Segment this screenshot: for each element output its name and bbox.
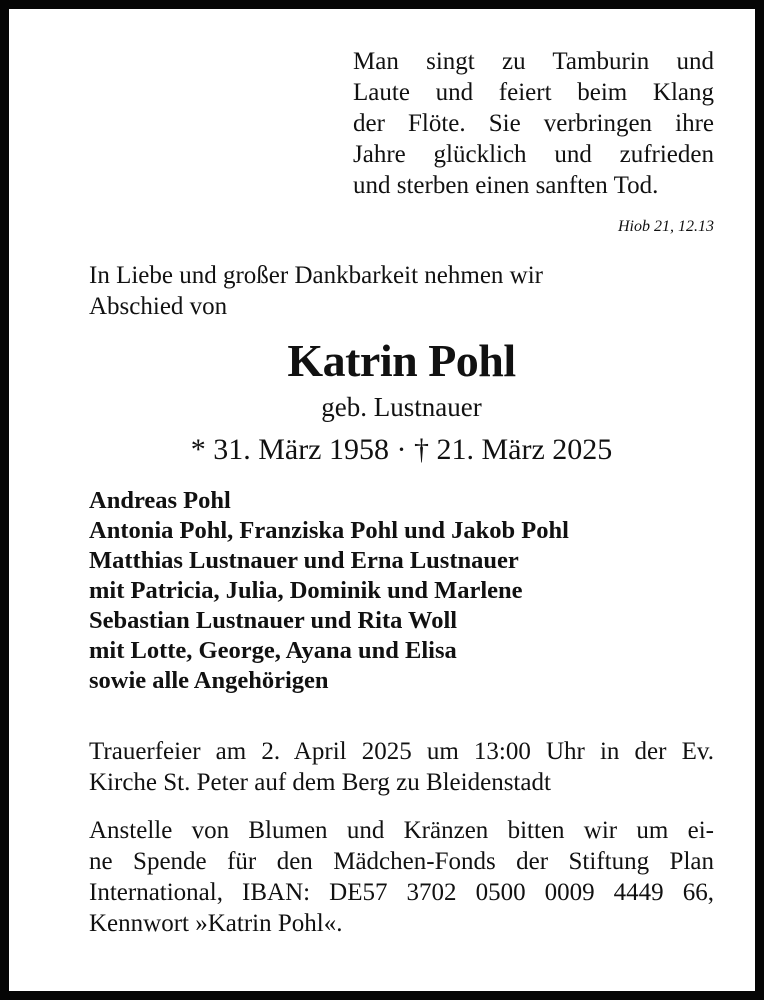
quote-line: Jahre glücklich und zufrieden xyxy=(353,141,714,168)
donation-line: International, IBAN: DE57 3702 0500 0009 4449 66, xyxy=(89,879,714,906)
family-line: Andreas Pohl xyxy=(89,487,231,514)
donation-line: Anstelle von Blumen und Kränzen bitten wir um ei- xyxy=(89,817,714,844)
quote-line: Man singt zu Tamburin und xyxy=(353,48,714,75)
family-line: Matthias Lustnauer und Erna Lustnauer xyxy=(89,547,519,574)
quote-citation: Hiob 21, 12.13 xyxy=(618,218,714,235)
birth-name: geb. Lustnauer xyxy=(321,392,482,422)
family-line: mit Patricia, Julia, Dominik und Marlene xyxy=(89,577,523,604)
donation-info xyxy=(89,815,714,939)
funeral-service-info xyxy=(89,736,714,798)
quote-line: Laute und feiert beim Klang xyxy=(353,79,714,106)
bible-quote xyxy=(353,46,714,201)
family-line: mit Lotte, George, Ayana und Elisa xyxy=(89,637,457,664)
intro-text xyxy=(89,260,714,322)
life-dates: * 31. März 1958 · † 21. März 2025 xyxy=(190,433,613,466)
family-line: Sebastian Lustnauer und Rita Woll xyxy=(89,607,458,634)
donation-line: ne Spende für den Mädchen-Fonds der Stiftung Plan xyxy=(89,848,714,875)
intro-line: Abschied von xyxy=(89,293,228,320)
service-line: Kirche St. Peter auf dem Berg zu Bleidenstadt xyxy=(89,769,551,796)
family-line: Antonia Pohl, Franziska Pohl und Jakob Pohl xyxy=(89,517,569,544)
quote-line: und sterben einen sanften Tod. xyxy=(353,172,659,199)
service-line: Trauerfeier am 2. April 2025 um 13:00 Uhr in der Ev. xyxy=(89,738,714,765)
donation-line: Kennwort »Katrin Pohl«. xyxy=(89,910,343,937)
deceased-name: Katrin Pohl xyxy=(287,335,516,386)
family-list xyxy=(89,486,714,696)
family-line: sowie alle Angehörigen xyxy=(89,667,329,694)
intro-line: In Liebe und großer Dankbarkeit nehmen wir xyxy=(89,262,544,289)
quote-line: der Flöte. Sie verbringen ihre xyxy=(353,110,714,137)
